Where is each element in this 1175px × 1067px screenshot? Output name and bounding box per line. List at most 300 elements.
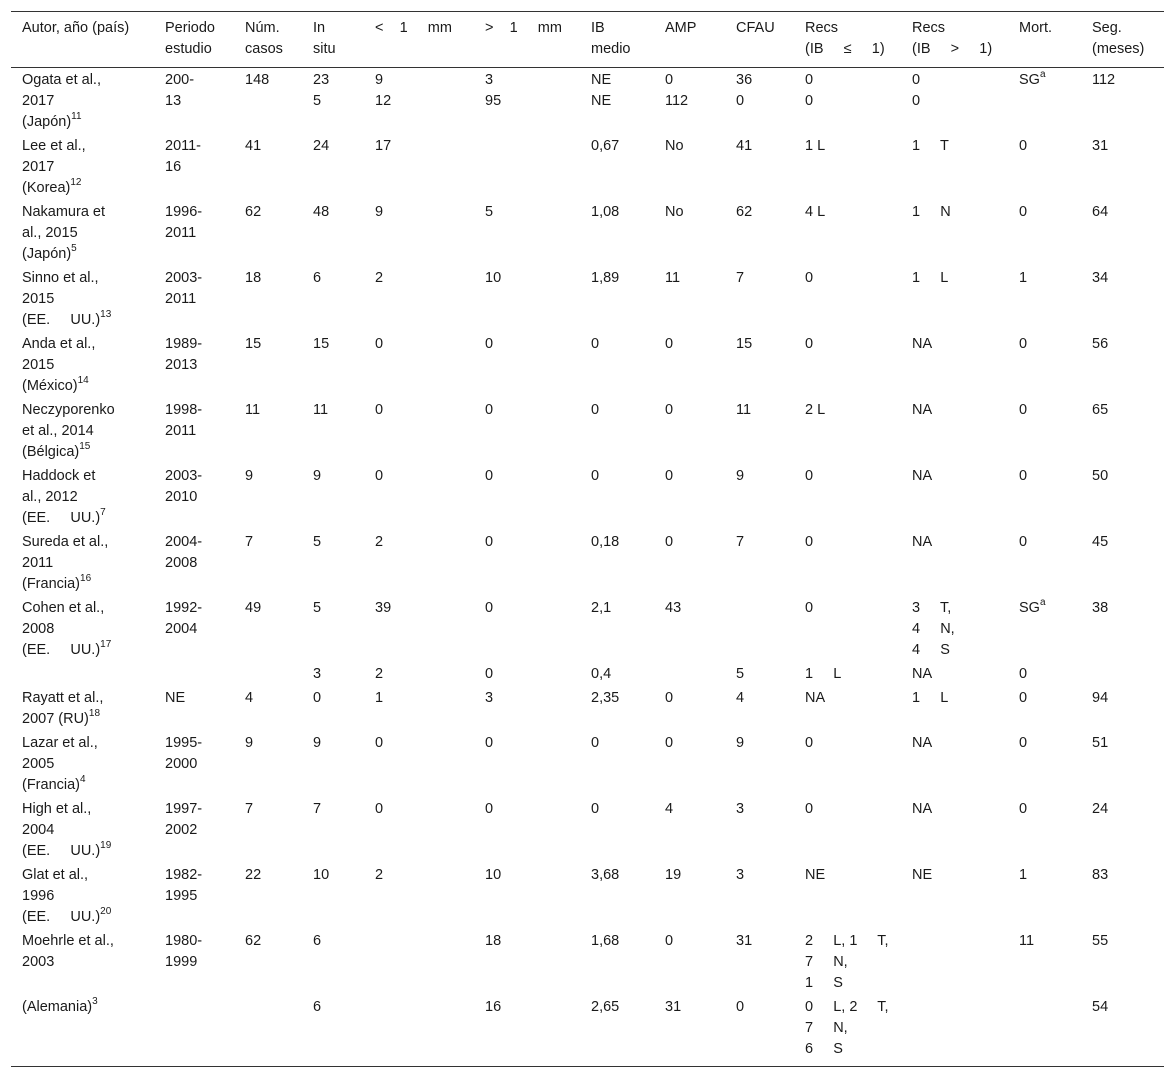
cell-recs-le-text: 1 L bbox=[805, 138, 826, 154]
cell-periodo-text: 2004- 2008 bbox=[165, 534, 203, 571]
cell-cfau bbox=[725, 731, 794, 797]
cell-mort bbox=[1008, 68, 1081, 135]
cell-periodo-text: 1982- 1995 bbox=[165, 867, 203, 904]
cell-seg bbox=[1081, 200, 1164, 266]
cell-ib bbox=[580, 398, 654, 464]
cell-mort bbox=[1008, 929, 1081, 995]
cell-periodo bbox=[154, 686, 234, 731]
cell-autor-text: High et al., 2004 (EE. UU.) bbox=[22, 801, 101, 859]
cell-ib bbox=[580, 662, 654, 686]
cell-lt1mm-text: 0 bbox=[375, 468, 384, 484]
cell-recs-le-text: 4 L bbox=[805, 204, 826, 220]
cell-amp bbox=[654, 863, 725, 929]
cell-gt1mm bbox=[474, 929, 580, 995]
cell-mort-text: SG bbox=[1019, 600, 1040, 616]
reference-number: 18 bbox=[88, 708, 101, 720]
cell-periodo-text: 1992- 2004 bbox=[165, 600, 203, 637]
cell-cfau-text: 3 bbox=[736, 801, 745, 817]
cell-mort bbox=[1008, 134, 1081, 200]
cell-periodo bbox=[154, 266, 234, 332]
cell-autor-text: Glat et al., 1996 (EE. UU.) bbox=[22, 867, 101, 925]
cell-recs-gt bbox=[901, 731, 1008, 797]
cell-casos bbox=[234, 200, 302, 266]
table-row bbox=[11, 266, 1164, 332]
cell-recs-gt bbox=[901, 596, 1008, 662]
cell-seg bbox=[1081, 731, 1164, 797]
table-row bbox=[11, 662, 1164, 686]
cell-casos-text: 62 bbox=[245, 933, 262, 949]
cell-periodo bbox=[154, 134, 234, 200]
cell-mort-text: 0 bbox=[1019, 402, 1028, 418]
cell-autor bbox=[11, 200, 154, 266]
cell-ib bbox=[580, 332, 654, 398]
cell-recs-gt-text: 1 N bbox=[912, 204, 951, 220]
cell-casos bbox=[234, 530, 302, 596]
cell-recs-le-text: 2 L bbox=[805, 402, 826, 418]
cell-autor bbox=[11, 995, 154, 1067]
cell-casos bbox=[234, 929, 302, 995]
reference-number: 4 bbox=[80, 774, 86, 786]
cell-cfau-text: 0 bbox=[736, 999, 745, 1015]
table-row bbox=[11, 929, 1164, 995]
cell-cfau bbox=[725, 68, 794, 135]
cell-autor bbox=[11, 332, 154, 398]
cell-seg bbox=[1081, 686, 1164, 731]
cell-recs-le-text: 1 L bbox=[805, 666, 842, 682]
cell-amp-text: 0 bbox=[665, 534, 674, 550]
cell-ib-text: 0 bbox=[591, 336, 600, 352]
cell-casos bbox=[234, 464, 302, 530]
cell-periodo bbox=[154, 863, 234, 929]
cell-recs-le bbox=[794, 662, 901, 686]
cell-periodo bbox=[154, 398, 234, 464]
table-row bbox=[11, 530, 1164, 596]
table-row bbox=[11, 200, 1164, 266]
cell-seg-text: 24 bbox=[1092, 801, 1109, 817]
cell-insitu-text: 5 bbox=[313, 600, 322, 616]
cell-ib-text: 0,67 bbox=[591, 138, 620, 154]
cell-lt1mm-text: 2 bbox=[375, 867, 384, 883]
cell-autor-text: Cohen et al., 2008 (EE. UU.) bbox=[22, 600, 105, 658]
cell-lt1mm bbox=[364, 332, 474, 398]
cell-ib-text: 0 bbox=[591, 402, 600, 418]
table-row bbox=[11, 398, 1164, 464]
cell-gt1mm bbox=[474, 200, 580, 266]
cell-ib bbox=[580, 134, 654, 200]
footnote-marker: a bbox=[1039, 597, 1046, 609]
cell-seg bbox=[1081, 662, 1164, 686]
col-header-ib: IB medio bbox=[580, 12, 654, 68]
cell-lt1mm-text: 2 bbox=[375, 534, 384, 550]
cell-mort-text: 0 bbox=[1019, 534, 1028, 550]
cell-cfau bbox=[725, 464, 794, 530]
col-header-gt1mm: > 1 mm bbox=[474, 12, 580, 68]
cell-autor-text: Ogata et al., 2017 (Japón) bbox=[22, 72, 101, 130]
cell-mort bbox=[1008, 266, 1081, 332]
cell-mort bbox=[1008, 863, 1081, 929]
cell-seg bbox=[1081, 596, 1164, 662]
cell-gt1mm-text: 18 bbox=[485, 933, 502, 949]
cell-mort bbox=[1008, 662, 1081, 686]
cell-lt1mm bbox=[364, 530, 474, 596]
cell-recs-le bbox=[794, 464, 901, 530]
cell-insitu-text: 10 bbox=[313, 867, 330, 883]
cell-insitu-text: 6 bbox=[313, 933, 322, 949]
cell-mort bbox=[1008, 686, 1081, 731]
cell-recs-gt-text: 3 T, 4 N, 4 S bbox=[912, 600, 955, 658]
cell-gt1mm bbox=[474, 797, 580, 863]
cell-lt1mm-text: 9 bbox=[375, 204, 384, 220]
cell-cfau bbox=[725, 995, 794, 1067]
cell-ib-text: 0,4 bbox=[591, 666, 612, 682]
cell-cfau-text: 62 bbox=[736, 204, 753, 220]
table-row bbox=[11, 731, 1164, 797]
col-header-lt1mm: < 1 mm bbox=[364, 12, 474, 68]
cell-amp bbox=[654, 797, 725, 863]
cell-cfau bbox=[725, 662, 794, 686]
cell-recs-le bbox=[794, 332, 901, 398]
col-header-periodo: Periodo estudio bbox=[154, 12, 234, 68]
cell-recs-le bbox=[794, 863, 901, 929]
cell-insitu-text: 5 bbox=[313, 534, 322, 550]
reference-number: 19 bbox=[100, 840, 112, 852]
cell-recs-gt bbox=[901, 464, 1008, 530]
cell-lt1mm bbox=[364, 863, 474, 929]
cell-autor bbox=[11, 686, 154, 731]
cell-casos bbox=[234, 266, 302, 332]
cell-seg bbox=[1081, 266, 1164, 332]
cell-amp bbox=[654, 929, 725, 995]
cell-amp bbox=[654, 530, 725, 596]
cell-periodo bbox=[154, 530, 234, 596]
cell-amp bbox=[654, 398, 725, 464]
cell-amp-text: 0 bbox=[665, 735, 674, 751]
cell-gt1mm-text: 0 bbox=[485, 600, 494, 616]
cell-recs-gt bbox=[901, 200, 1008, 266]
cell-casos-text: 15 bbox=[245, 336, 262, 352]
cell-recs-le bbox=[794, 68, 901, 135]
cell-cfau-text: 11 bbox=[736, 402, 752, 418]
cell-casos-text: 4 bbox=[245, 690, 254, 706]
reference-number: 3 bbox=[92, 996, 98, 1008]
cell-recs-le-text: 0 bbox=[805, 801, 814, 817]
header-row bbox=[11, 12, 1164, 68]
cell-gt1mm-text: 0 bbox=[485, 534, 494, 550]
cell-amp bbox=[654, 200, 725, 266]
cell-mort bbox=[1008, 596, 1081, 662]
cell-seg-text: 56 bbox=[1092, 336, 1109, 352]
cell-lt1mm-text: 0 bbox=[375, 336, 384, 352]
cell-amp bbox=[654, 266, 725, 332]
cell-mort bbox=[1008, 332, 1081, 398]
cell-recs-le-text: 0 L, 2 T, 7 N, 6 S bbox=[805, 999, 889, 1057]
cell-recs-gt bbox=[901, 266, 1008, 332]
cell-recs-le-text: 0 bbox=[805, 336, 814, 352]
cell-seg bbox=[1081, 68, 1164, 135]
cell-periodo bbox=[154, 929, 234, 995]
cell-casos bbox=[234, 863, 302, 929]
cell-amp bbox=[654, 731, 725, 797]
cell-casos bbox=[234, 134, 302, 200]
cell-mort bbox=[1008, 464, 1081, 530]
cell-recs-le bbox=[794, 134, 901, 200]
cell-gt1mm-text: 0 bbox=[485, 801, 494, 817]
table-row bbox=[11, 995, 1164, 1067]
cell-seg bbox=[1081, 332, 1164, 398]
cell-autor-text: Rayatt et al., 2007 (RU) bbox=[22, 690, 104, 727]
cell-insitu bbox=[302, 68, 364, 135]
cell-recs-gt bbox=[901, 662, 1008, 686]
cell-ib bbox=[580, 68, 654, 135]
cell-recs-gt bbox=[901, 68, 1008, 135]
cell-periodo-text: 200- 13 bbox=[165, 72, 195, 109]
cell-recs-gt bbox=[901, 332, 1008, 398]
cell-amp bbox=[654, 662, 725, 686]
cell-cfau-text: 31 bbox=[736, 933, 753, 949]
cell-cfau bbox=[725, 863, 794, 929]
cell-seg-text: 38 bbox=[1092, 600, 1109, 616]
cell-amp-text: 31 bbox=[665, 999, 682, 1015]
cell-casos-text: 9 bbox=[245, 468, 254, 484]
cell-recs-le-text: 2 L, 1 T, 7 N, 1 S bbox=[805, 933, 889, 991]
cell-lt1mm bbox=[364, 464, 474, 530]
cell-autor-text: Sinno et al., 2015 (EE. UU.) bbox=[22, 270, 101, 328]
cell-cfau bbox=[725, 266, 794, 332]
table-row bbox=[11, 686, 1164, 731]
cell-cfau bbox=[725, 134, 794, 200]
cell-insitu-text: 7 bbox=[313, 801, 322, 817]
cell-amp-text: 0 bbox=[665, 336, 674, 352]
cell-gt1mm bbox=[474, 530, 580, 596]
cell-gt1mm-text: 0 bbox=[485, 666, 494, 682]
cell-lt1mm-text: 0 bbox=[375, 801, 384, 817]
cell-gt1mm bbox=[474, 68, 580, 135]
cell-ib bbox=[580, 464, 654, 530]
cell-recs-gt bbox=[901, 686, 1008, 731]
cell-gt1mm bbox=[474, 863, 580, 929]
cell-ib bbox=[580, 863, 654, 929]
cell-ib-text: 2,65 bbox=[591, 999, 620, 1015]
cell-casos bbox=[234, 995, 302, 1067]
cell-recs-le bbox=[794, 797, 901, 863]
cell-lt1mm bbox=[364, 686, 474, 731]
cell-lt1mm bbox=[364, 995, 474, 1067]
cell-recs-gt-text: NA bbox=[912, 801, 933, 817]
cell-lt1mm bbox=[364, 68, 474, 135]
cell-periodo bbox=[154, 797, 234, 863]
cell-ib-text: 1,68 bbox=[591, 933, 620, 949]
cell-ib-text: 0 bbox=[591, 801, 600, 817]
cell-insitu-text: 6 bbox=[313, 270, 322, 286]
reference-number: 15 bbox=[79, 441, 91, 453]
cell-recs-le bbox=[794, 929, 901, 995]
cell-casos bbox=[234, 797, 302, 863]
table-body bbox=[11, 68, 1164, 1067]
cell-casos-text: 18 bbox=[245, 270, 262, 286]
cell-gt1mm-text: 0 bbox=[485, 468, 494, 484]
cell-insitu bbox=[302, 530, 364, 596]
cell-recs-gt bbox=[901, 929, 1008, 995]
cell-ib-text: 2,1 bbox=[591, 600, 612, 616]
cell-lt1mm bbox=[364, 797, 474, 863]
cell-periodo-text: 1996- 2011 bbox=[165, 204, 203, 241]
cell-insitu bbox=[302, 686, 364, 731]
col-header-mort: Mort. bbox=[1008, 12, 1081, 68]
cell-recs-gt bbox=[901, 134, 1008, 200]
cell-autor bbox=[11, 68, 154, 135]
cell-amp-text: No bbox=[665, 138, 684, 154]
cell-amp bbox=[654, 332, 725, 398]
cell-insitu-text: 15 bbox=[313, 336, 330, 352]
cell-recs-le bbox=[794, 266, 901, 332]
cell-gt1mm-text: 16 bbox=[485, 999, 502, 1015]
cell-gt1mm-text: 10 bbox=[485, 270, 502, 286]
cell-periodo bbox=[154, 662, 234, 686]
cell-recs-gt-text: 1 L bbox=[912, 690, 949, 706]
col-header-insitu: In situ bbox=[302, 12, 364, 68]
cell-autor-text: (Alemania) bbox=[22, 999, 93, 1015]
cell-gt1mm bbox=[474, 596, 580, 662]
cell-periodo-text: 1998- 2011 bbox=[165, 402, 203, 439]
cell-cfau bbox=[725, 332, 794, 398]
cell-autor bbox=[11, 662, 154, 686]
cell-insitu bbox=[302, 731, 364, 797]
cell-seg bbox=[1081, 929, 1164, 995]
cell-cfau bbox=[725, 200, 794, 266]
cell-cfau-text: 41 bbox=[736, 138, 753, 154]
cell-recs-le bbox=[794, 686, 901, 731]
cell-autor bbox=[11, 134, 154, 200]
cell-mort-text: 0 bbox=[1019, 204, 1028, 220]
cell-autor-text: Sureda et al., 2011 (Francia) bbox=[22, 534, 109, 592]
cell-ib bbox=[580, 596, 654, 662]
table-row bbox=[11, 596, 1164, 662]
cell-recs-gt bbox=[901, 530, 1008, 596]
cell-periodo bbox=[154, 200, 234, 266]
cell-lt1mm-text: 0 bbox=[375, 402, 384, 418]
cell-mort bbox=[1008, 995, 1081, 1067]
cell-amp-text: 19 bbox=[665, 867, 682, 883]
cell-seg-text: 54 bbox=[1092, 999, 1109, 1015]
cell-recs-gt-text: NA bbox=[912, 666, 933, 682]
cell-insitu bbox=[302, 332, 364, 398]
cell-casos-text: 49 bbox=[245, 600, 262, 616]
cell-mort-text: 0 bbox=[1019, 801, 1028, 817]
cell-lt1mm bbox=[364, 929, 474, 995]
cell-autor bbox=[11, 797, 154, 863]
cell-amp-text: 0 bbox=[665, 933, 674, 949]
cell-insitu bbox=[302, 134, 364, 200]
cell-seg bbox=[1081, 134, 1164, 200]
cell-autor bbox=[11, 731, 154, 797]
reference-number: 13 bbox=[100, 309, 112, 321]
cell-cfau bbox=[725, 686, 794, 731]
cell-ib bbox=[580, 686, 654, 731]
cell-seg-text: 94 bbox=[1092, 690, 1109, 706]
cell-lt1mm bbox=[364, 266, 474, 332]
footnote-marker: a bbox=[1039, 69, 1046, 81]
cell-amp-text: 43 bbox=[665, 600, 682, 616]
cell-seg bbox=[1081, 995, 1164, 1067]
cell-ib-text: 3,68 bbox=[591, 867, 620, 883]
cell-periodo-text: 1980- 1999 bbox=[165, 933, 203, 970]
cell-insitu-text: 48 bbox=[313, 204, 330, 220]
cell-seg bbox=[1081, 863, 1164, 929]
cell-insitu bbox=[302, 200, 364, 266]
cell-seg-text: 112 bbox=[1092, 72, 1116, 88]
cell-seg-text: 31 bbox=[1092, 138, 1109, 154]
cell-insitu-text: 23 5 bbox=[313, 72, 330, 109]
cell-recs-gt bbox=[901, 863, 1008, 929]
reference-number: 5 bbox=[71, 243, 77, 255]
cell-autor-text: Lee et al., 2017 (Korea) bbox=[22, 138, 86, 196]
cell-ib-text: 0 bbox=[591, 735, 600, 751]
cell-autor-text: Moehrle et al., 2003 bbox=[22, 933, 114, 970]
cell-mort bbox=[1008, 200, 1081, 266]
cell-casos-text: 148 bbox=[245, 72, 270, 88]
cell-mort bbox=[1008, 797, 1081, 863]
cell-autor-text: Anda et al., 2015 (México) bbox=[22, 336, 96, 394]
cell-ib bbox=[580, 797, 654, 863]
cell-recs-le-text: 0 bbox=[805, 600, 814, 616]
cell-periodo-text: 1997- 2002 bbox=[165, 801, 203, 838]
table-row bbox=[11, 68, 1164, 135]
cell-recs-gt-text: NA bbox=[912, 735, 933, 751]
cell-ib-text: 1,08 bbox=[591, 204, 620, 220]
cell-lt1mm-text: 39 bbox=[375, 600, 392, 616]
cell-mort-text: 0 bbox=[1019, 690, 1028, 706]
cell-autor bbox=[11, 266, 154, 332]
table-row bbox=[11, 797, 1164, 863]
cell-seg-text: 83 bbox=[1092, 867, 1109, 883]
cell-cfau bbox=[725, 530, 794, 596]
cell-gt1mm bbox=[474, 332, 580, 398]
cell-cfau-text: 3 bbox=[736, 867, 745, 883]
cell-insitu bbox=[302, 662, 364, 686]
cell-recs-le bbox=[794, 200, 901, 266]
cell-casos-text: 22 bbox=[245, 867, 262, 883]
cell-periodo bbox=[154, 464, 234, 530]
cell-recs-gt-text: NE bbox=[912, 867, 933, 883]
cell-insitu bbox=[302, 464, 364, 530]
reference-number: 11 bbox=[71, 111, 82, 123]
cell-autor bbox=[11, 596, 154, 662]
cell-recs-le bbox=[794, 530, 901, 596]
table-row bbox=[11, 332, 1164, 398]
cell-cfau-text: 9 bbox=[736, 468, 745, 484]
cell-ib bbox=[580, 530, 654, 596]
col-header-cfau: CFAU bbox=[725, 12, 794, 68]
cell-cfau-text: 9 bbox=[736, 735, 745, 751]
col-header-seg: Seg. (meses) bbox=[1081, 12, 1164, 68]
cell-recs-gt-text: 1 L bbox=[912, 270, 949, 286]
cell-amp bbox=[654, 686, 725, 731]
cell-mort bbox=[1008, 731, 1081, 797]
cell-recs-gt-text: 1 T bbox=[912, 138, 949, 154]
cell-seg-text: 65 bbox=[1092, 402, 1109, 418]
col-header-casos: Núm. casos bbox=[234, 12, 302, 68]
cell-gt1mm bbox=[474, 995, 580, 1067]
cell-periodo bbox=[154, 68, 234, 135]
cell-mort-text: 0 bbox=[1019, 735, 1028, 751]
cell-periodo bbox=[154, 332, 234, 398]
cell-amp bbox=[654, 995, 725, 1067]
cell-seg-text: 64 bbox=[1092, 204, 1109, 220]
cell-lt1mm bbox=[364, 731, 474, 797]
table-row bbox=[11, 863, 1164, 929]
cell-recs-le-text: 0 bbox=[805, 468, 814, 484]
cell-amp bbox=[654, 464, 725, 530]
